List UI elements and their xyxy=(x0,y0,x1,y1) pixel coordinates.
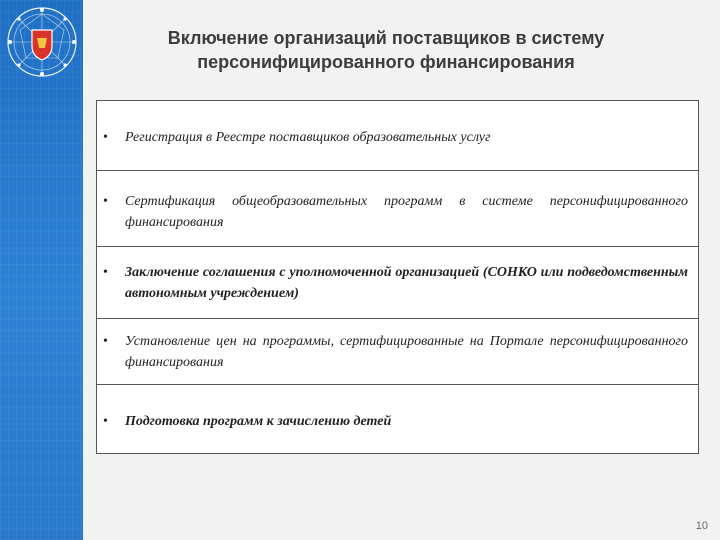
list-item xyxy=(97,101,698,171)
emblem-logo-icon xyxy=(2,2,82,82)
slide-title xyxy=(95,26,677,74)
title-line-2: персонифицированного финансирования xyxy=(197,52,575,72)
bullet-icon: • xyxy=(103,265,108,280)
list-item-text: Установление цен на программы, сертифицированные на Портале персонифицированного финансирования xyxy=(125,334,688,370)
list-item xyxy=(97,171,698,247)
list-item xyxy=(97,247,698,319)
list-item-text: Сертификация общеобразовательных программ в системе персонифицированного финансирования xyxy=(125,194,688,230)
bullet-icon: • xyxy=(103,130,108,145)
steps-list xyxy=(96,100,699,454)
list-item xyxy=(97,319,698,385)
bullet-icon: • xyxy=(103,334,108,349)
title-line-1: Включение организаций поставщиков в систему xyxy=(167,28,605,48)
bullet-icon: • xyxy=(103,194,108,209)
bullet-icon: • xyxy=(103,414,108,429)
sidebar-band xyxy=(0,0,83,540)
list-item-text: Заключение соглашения с уполномоченной организацией (СОНКО или подведомственным автономным учреждением) xyxy=(125,265,688,301)
list-item-text: Регистрация в Реестре поставщиков образовательных услуг xyxy=(125,130,491,145)
list-item xyxy=(97,385,698,453)
page-number: 10 xyxy=(695,520,708,532)
list-item-text: Подготовка программ к зачислению детей xyxy=(125,414,392,429)
